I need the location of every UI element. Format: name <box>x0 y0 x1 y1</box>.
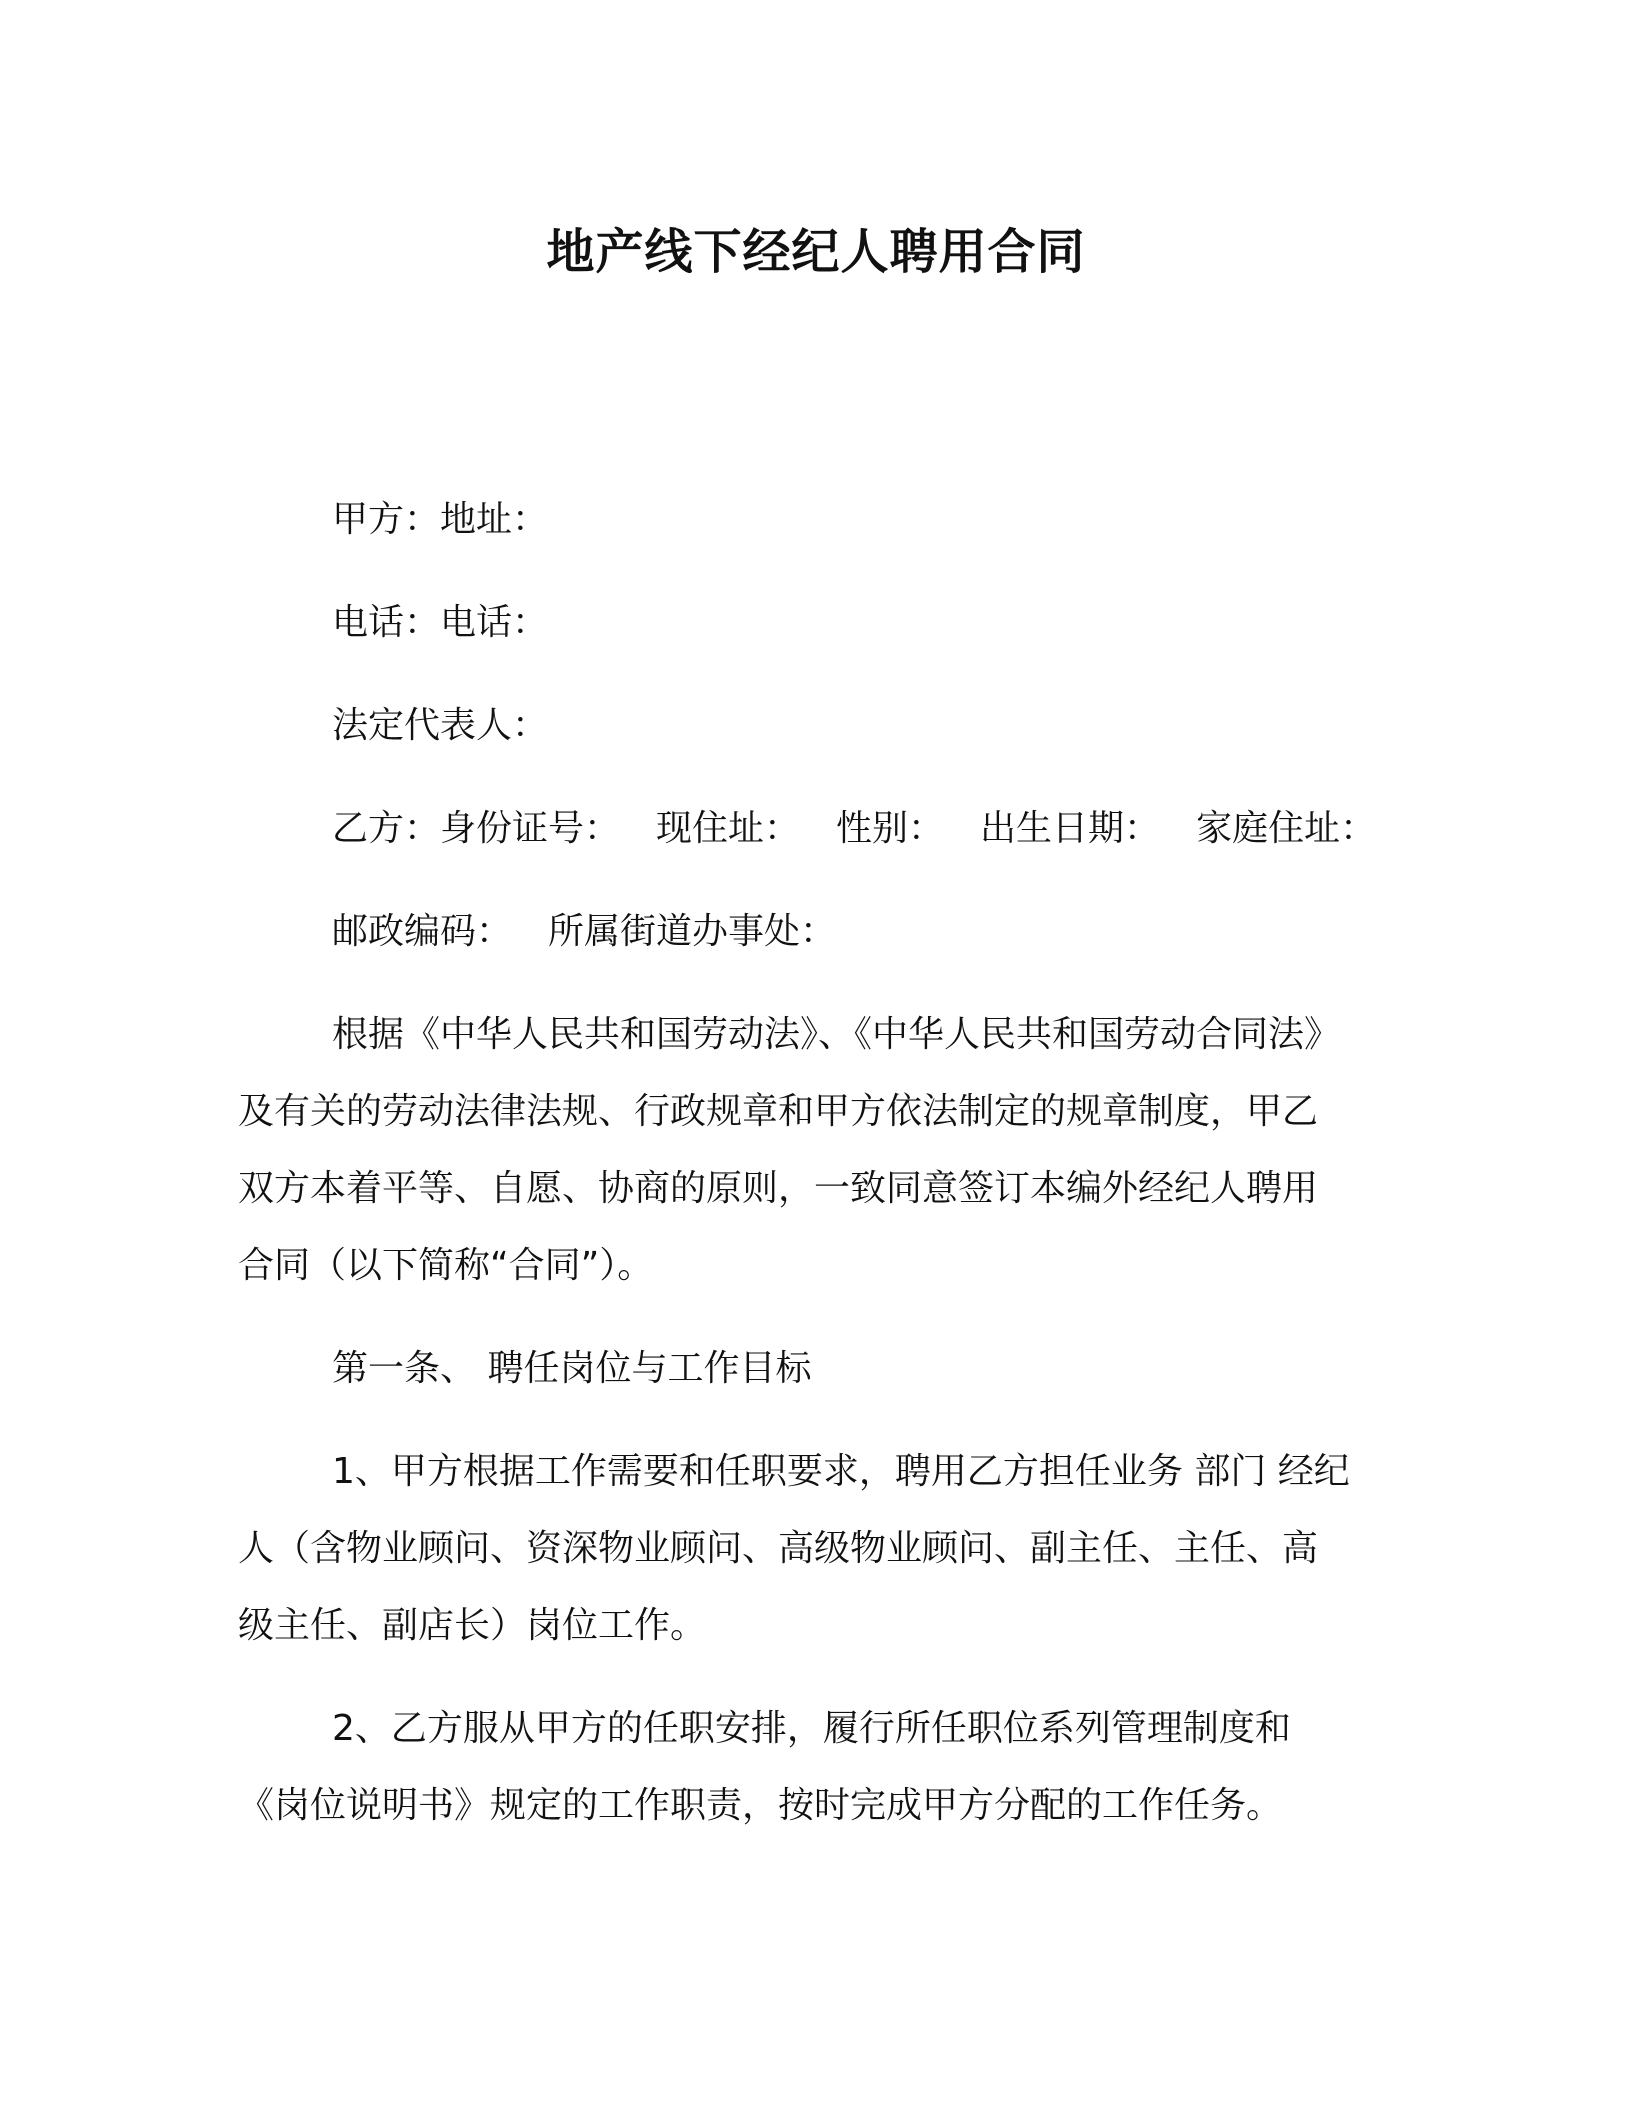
article-1-heading: 第一条、 聘任岗位与工作目标 <box>332 1348 812 1389</box>
preamble-line-1: 根据《中华人民共和国劳动法》、《中华人民共和国劳动合同法》 <box>332 1014 1341 1055</box>
postal-code-label: 邮政编码： <box>332 911 513 952</box>
sub-district-office-label: 所属街道办事处： <box>548 911 837 952</box>
clause-1-line-3: 级主任、副店长）岗位工作。 <box>238 1605 707 1646</box>
clause-1-line-2: 人（含物业顾问、资深物业顾问、高级物业顾问、副主任、主任、高 <box>238 1528 1319 1569</box>
clause-1-line-1: 1、甲方根据工作需要和任职要求，聘用乙方担任业务 部门 经纪 <box>332 1451 1350 1492</box>
clause-2-line-1: 2、乙方服从甲方的任职安排，履行所任职位系列管理制度和 <box>332 1708 1291 1749</box>
current-address-label: 现住址： <box>656 808 801 849</box>
party-a-address-line: 甲方：地址： <box>332 499 549 540</box>
document-title: 地产线下经纪人聘用合同 <box>546 224 1086 280</box>
birth-date-label: 出生日期： <box>980 808 1161 849</box>
clause-2-line-2: 《岗位说明书》规定的工作职责，按时完成甲方分配的工作任务。 <box>238 1785 1283 1826</box>
party-b-info-line <box>332 805 1376 853</box>
party-b-id-label: 乙方：身份证号： <box>332 808 621 849</box>
preamble-line-3: 双方本着平等、自愿、协商的原则，一致同意签订本编外经纪人聘用 <box>238 1168 1319 1209</box>
legal-representative-line: 法定代表人： <box>332 705 549 746</box>
postal-info-line <box>332 908 836 956</box>
home-address-label: 家庭住址： <box>1196 808 1377 849</box>
phone-line: 电话：电话： <box>332 602 549 643</box>
gender-label: 性别： <box>836 808 945 849</box>
preamble-line-4: 合同（以下简称“合同”）。 <box>238 1245 654 1286</box>
preamble-line-2: 及有关的劳动法律法规、行政规章和甲方依法制定的规章制度，甲乙 <box>238 1091 1319 1132</box>
